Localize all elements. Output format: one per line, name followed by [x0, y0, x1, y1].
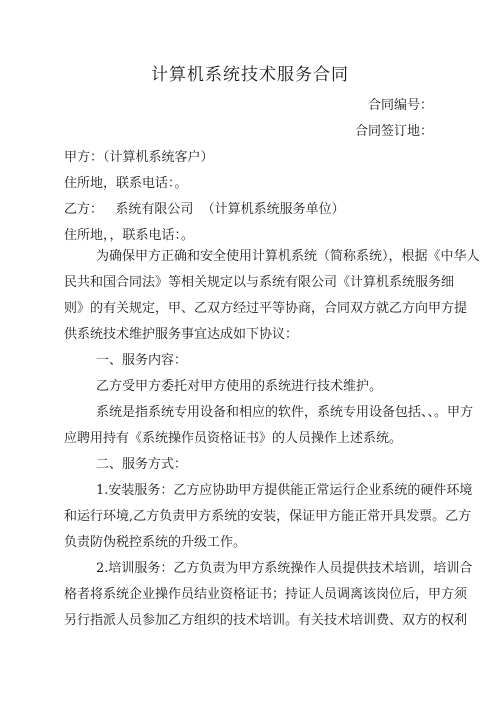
- sign-place-label: 合同签订地：: [355, 124, 434, 139]
- paragraph-line: 负责防伪税控系统的升级工作。: [64, 535, 247, 550]
- contract-number-label: 合同编号：: [368, 98, 434, 113]
- intro-line: 为确保甲方正确和安全使用计算机系统（简称系统），根据《中华人: [96, 249, 480, 264]
- paragraph-line: 和运行环境,乙方负责甲方系统的安装，保证甲方能正常开具发票。乙方: [64, 509, 472, 524]
- intro-paragraph: [64, 244, 480, 348]
- paragraph-line: 系统是指系统专用设备和相应的软件，系统专用设备包括、、。甲方: [96, 405, 474, 420]
- intro-line: 供系统技术维护服务事宜达成如下协议：: [64, 327, 299, 342]
- section-heading-text: 一、服务内容：: [96, 353, 188, 368]
- party-a-address-line: 住所地，联系电话：。: [64, 176, 188, 191]
- party-b-address-line: 住所地，，联系电话：。: [64, 228, 195, 243]
- section-2-heading: [64, 452, 436, 478]
- section-2-paragraph-1: [64, 478, 473, 556]
- intro-line: 民共和国合同法》等相关规定以与系统有限公司《计算机系统服务细: [64, 275, 455, 290]
- paragraph-line: 格者将系统企业操作员结业资格证书；持证人员调离该岗位后，甲方须: [64, 587, 468, 602]
- section-heading-text: 二、服务方式：: [96, 457, 188, 472]
- document-title: 计算机系统技术服务合同: [151, 65, 349, 85]
- section-1-paragraph-2: [64, 400, 474, 452]
- paragraph-line: 乙方受甲方委托对甲方使用的系统进行技术维护。: [96, 379, 383, 394]
- section-1-heading: [64, 348, 436, 374]
- section-1-paragraph-1: [64, 374, 436, 400]
- section-2-paragraph-2: [64, 556, 473, 634]
- intro-line: 则》的有关规定，甲、乙双方经过平等协商，合同双方就乙方向甲方提: [64, 301, 468, 316]
- paragraph-line: 1.安装服务：乙方应协助甲方提供能正常运行企业系统的硬件环境: [96, 483, 473, 498]
- paragraph-line: 应聘用持有《系统操作员资格证书》的人员操作上述系统。: [64, 431, 403, 446]
- party-a-line: 甲方：（计算机系统客户）: [64, 150, 214, 165]
- party-b-line: 乙方： 系统有限公司 （计算机系统服务单位）: [64, 202, 345, 217]
- paragraph-line: 2.培训服务：乙方负责为甲方系统操作人员提供技术培训，培训合: [96, 561, 473, 576]
- paragraph-line: 另行指派人员参加乙方组织的技术培训。有关技术培训费、双方的权利: [64, 613, 468, 628]
